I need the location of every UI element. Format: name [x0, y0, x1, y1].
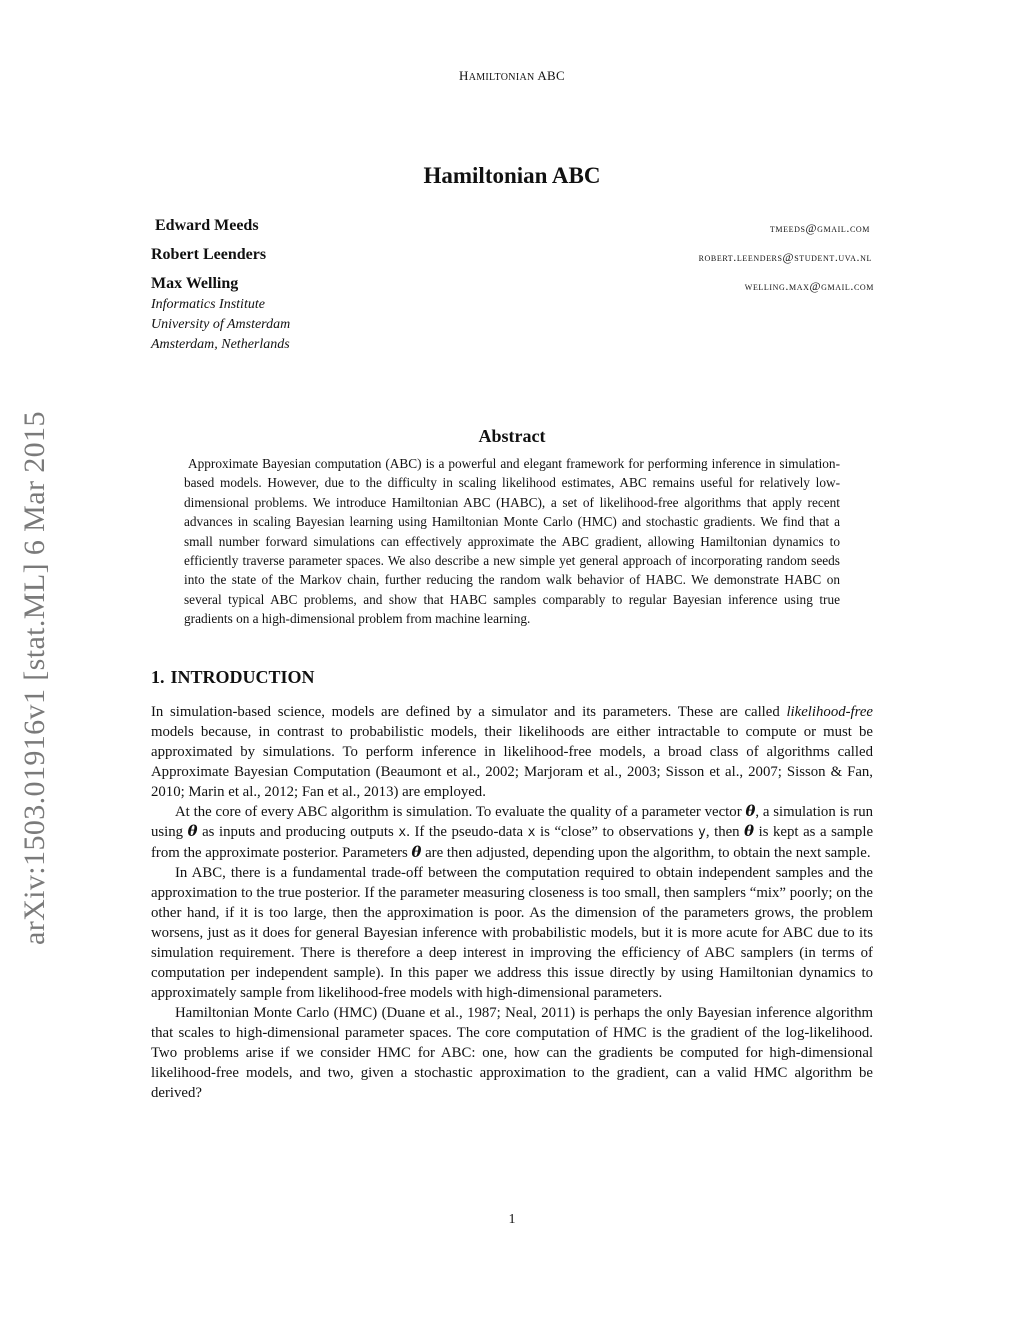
intro-p2-text-g: is kept as a sample from the approximate posterior. Parameters — [151, 824, 874, 861]
intro-paragraph-1 — [151, 702, 873, 802]
section-number: 1. — [151, 667, 165, 687]
theta-symbol: θ — [187, 823, 198, 840]
intro-p1-text-a: In simulation-based science, models are defined by a simulator and its parameters. These are called — [151, 704, 787, 720]
x-symbol: x — [398, 825, 407, 840]
author-email-3[interactable]: welling.max@gmail.com — [744, 279, 874, 293]
theta-symbol: θ — [745, 803, 756, 820]
author-email-2[interactable]: robert.leenders@student.uva.nl — [698, 250, 872, 264]
arxiv-identifier-stamp[interactable]: arXiv:1503.01916v1 [stat.ML] 6 Mar 2015 — [18, 411, 51, 945]
y-symbol: y — [698, 825, 706, 840]
abstract-text: Approximate Bayesian computation (ABC) is a powerful and elegant framework for performing inference in simulation-based models. However, due to the difficulty in scaling likelihood estimates, ABC remains useful for relatively low-dimensional problems. We introduce Hamiltonian ABC (HABC), a set of likelihood-free algorithms that apply recent advances in scaling Bayesian learning using Hamiltonian Monte Carlo (HMC) and stochastic gradients. We find that a small number forward simulations can effectively approximate the ABC gradient, allowing Hamiltonian dynamics to efficiently traverse parameter spaces. We also describe a new simple yet general approach of incorporating random seeds into the state of the Markov chain, further reducing the random walk behavior of HABC. We demonstrate HABC on several typical ABC problems, and show that HABC samples comparably to regular Bayesian inference using true gradients on a high-dimensional problem from machine learning. — [184, 456, 840, 627]
author-email-1[interactable]: tmeeds@gmail.com — [769, 221, 870, 235]
intro-paragraph-3: In ABC, there is a fundamental trade-off between the computation required to obtain independent samples and the approximation to the true posterior. If the parameter measuring closeness is too small, then samplers “mix” poorly; on the other hand, if it is too large, then the approximation is poor. As the dimension of the parameters grows, the problem worsens, just as it does for general Bayesian inference with probabilistic models, but it is more acute for ABC due to its simulation requirement. There is therefore a deep interest in improving the efficiency of ABC samplers (in terms of computation per independent sample). In this paper we address this issue directly by using Hamiltonian dynamics to approximately sample from likelihood-free models with high-dimensional parameters. — [151, 865, 873, 1001]
page-number: 1 — [508, 1212, 516, 1227]
intro-p2-text-h: are then adjusted, depending upon the algorithm, to obtain the next sample. — [421, 845, 871, 861]
intro-p1-emphasis: likelihood-free — [786, 704, 873, 720]
abstract-heading: Abstract — [478, 426, 546, 446]
section-title: INTRODUCTION — [170, 667, 315, 687]
intro-p2-text-e: is “close” to observations — [535, 824, 698, 840]
theta-symbol: θ — [744, 823, 755, 840]
intro-p2-text-c: as inputs and producing outputs — [197, 824, 399, 840]
intro-paragraph-4: Hamiltonian Monte Carlo (HMC) (Duane et al., 1987; Neal, 2011) is perhaps the only Bayesian inference algorithm that scales to high-dimensional parameter spaces. The core computation of HMC is the gradient of the log-likelihood. Two problems arise if we consider HMC for ABC: one, how can the gradients be computed for high-dimensional likelihood-free models, and two, given a stochastic approximation to the gradient, can a valid HMC algorithm be derived? — [151, 1005, 873, 1101]
author-name-2: Robert Leenders — [151, 246, 267, 263]
intro-p2-text-d: . If the pseudo-data — [406, 824, 528, 840]
intro-p1-text-b: models because, in contrast to probabilistic models, their likelihoods are either intractable to compute or must be approximated by simulations. To perform inference in likelihood-free models, a broad class of algorithms called Approximate Bayesian Computation (Beaumont et al., 2002; Marjoram et al., 2003; Sisson et al., 2007; Sisson & Fan, 2010; Marin et al., 2012; Fan et al., 2013) are employed. — [151, 724, 873, 800]
affiliation-institute: Informatics Institute — [151, 297, 265, 312]
running-head-initial: H — [459, 68, 469, 83]
theta-symbol: θ — [411, 844, 422, 861]
running-head — [0, 68, 1024, 84]
introduction-body — [151, 702, 873, 1103]
paper-title: Hamiltonian ABC — [423, 163, 601, 188]
intro-p2-text-b: , a simulation is run using — [151, 804, 873, 840]
running-head-abc: ABC — [537, 68, 565, 83]
author-name-3: Max Welling — [151, 275, 239, 292]
affiliation-location: Amsterdam, Netherlands — [151, 337, 290, 352]
intro-paragraph-2 — [151, 802, 873, 863]
running-head-rest: AMILTONIAN — [468, 72, 535, 83]
affiliation-university: University of Amsterdam — [151, 317, 291, 332]
intro-p2-text-a: At the core of every ABC algorithm is simulation. To evaluate the quality of a parameter vector — [175, 804, 746, 820]
x-symbol: x — [527, 825, 536, 840]
author-name-1: Edward Meeds — [155, 217, 259, 234]
intro-p2-text-f: , then — [705, 824, 745, 840]
section-heading-introduction — [151, 667, 315, 688]
